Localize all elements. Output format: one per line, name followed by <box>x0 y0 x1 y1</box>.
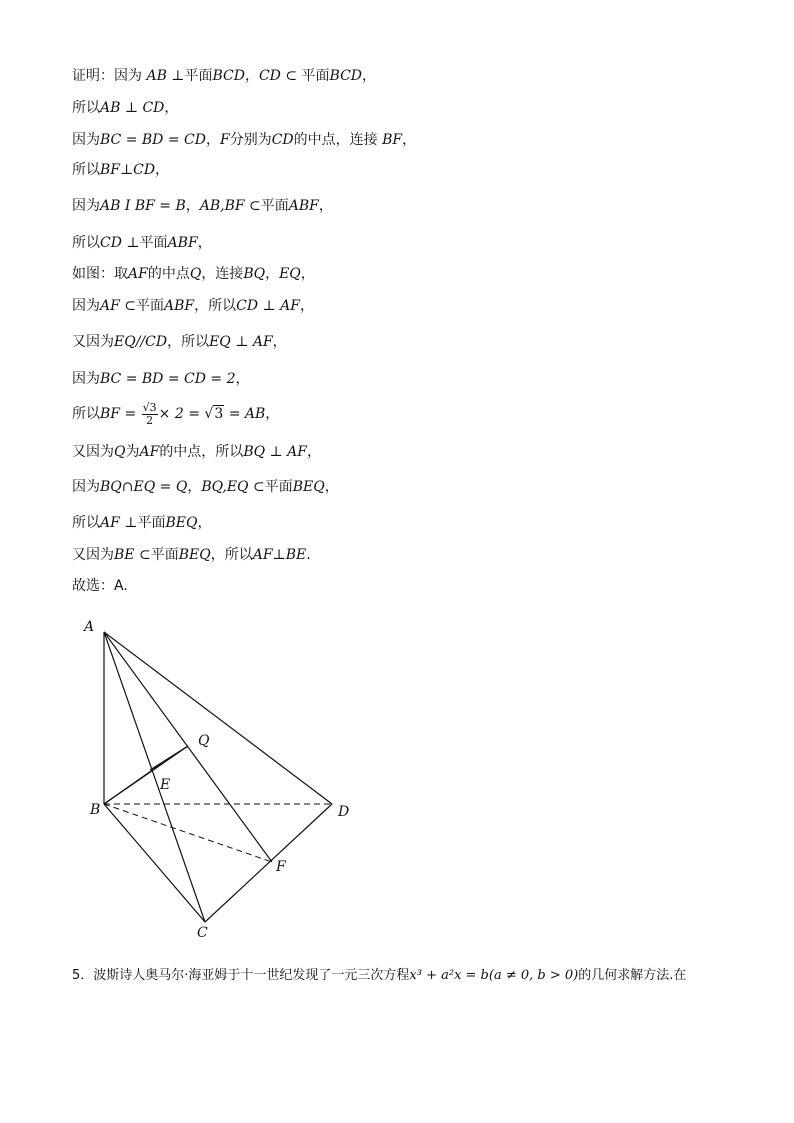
math: AB ⊥ <box>146 68 185 84</box>
text: ， <box>324 479 339 495</box>
text: ， <box>205 132 220 148</box>
edge-CD <box>205 804 332 922</box>
math: BQ ⊥ AF <box>243 444 307 460</box>
radicand: 3 <box>214 406 224 422</box>
text: 所以 <box>72 515 100 531</box>
text: 所以 <box>72 100 100 116</box>
text: ， <box>318 198 333 214</box>
math: BQ,EQ ⊂ <box>201 479 265 495</box>
math: BF <box>382 132 403 148</box>
text: ， <box>197 515 212 531</box>
text: 分别为 <box>229 132 272 148</box>
text: 平面 <box>297 68 330 84</box>
segment-EQ <box>150 746 188 770</box>
text: ， <box>306 444 321 460</box>
math: AF ⊂ <box>100 298 137 314</box>
label-E: E <box>160 777 171 793</box>
text: ， <box>265 266 280 282</box>
text: 如图：取 <box>72 266 128 282</box>
text: 所以 <box>72 162 100 178</box>
math: BQ <box>243 266 266 282</box>
text: 平面 <box>139 235 168 251</box>
text: 因为 <box>72 479 100 495</box>
math: BCD <box>329 68 363 84</box>
text: 平面 <box>136 298 165 314</box>
text: 证明：因为 <box>72 68 147 84</box>
math: BEQ <box>178 547 211 563</box>
math: EQ//CD <box>114 334 168 350</box>
text: ， <box>265 406 280 422</box>
text: ， <box>155 162 170 178</box>
math: BEQ <box>292 479 325 495</box>
text: 平面 <box>184 68 213 84</box>
math: BEQ <box>165 515 198 531</box>
label-C: C <box>197 925 208 941</box>
text: 又因为 <box>72 547 114 563</box>
text: ，连接 <box>201 266 244 282</box>
text: 为 <box>125 444 140 460</box>
math: AF⊥BE <box>252 547 307 563</box>
text: ，所以 <box>167 334 210 350</box>
math: EQ ⊥ AF <box>209 334 273 350</box>
question-text: 5．波斯诗人奥马尔·海亚姆于十一世纪发现了一元三次方程 <box>72 968 410 983</box>
edge-AD <box>104 632 332 804</box>
text: 所以 <box>72 235 100 251</box>
label-D: D <box>338 804 350 820</box>
math: × 2 = <box>158 406 200 422</box>
text: 平面 <box>264 479 293 495</box>
text: ，所以 <box>210 547 253 563</box>
label-B: B <box>90 802 101 818</box>
text: 平面 <box>137 515 166 531</box>
segment-BE <box>104 764 161 804</box>
answer-text: 故选：A. <box>72 578 128 594</box>
label-A: A <box>84 619 95 635</box>
math: ABF <box>164 298 195 314</box>
math: CD ⊥ AF <box>236 298 300 314</box>
math: AB I BF = B <box>100 198 186 214</box>
equation: x³ + a²x = b(a ≠ 0, b > 0) <box>409 968 579 983</box>
text: 所以 <box>72 406 100 422</box>
text: 因为 <box>72 132 100 148</box>
text: ， <box>187 479 202 495</box>
text: 的中点，所以 <box>159 444 244 460</box>
text: 因为 <box>72 298 100 314</box>
math: BCD <box>212 68 245 84</box>
math: AB,BF ⊂ <box>199 198 261 214</box>
math: = AB <box>228 406 266 422</box>
text: ， <box>272 334 287 350</box>
math: AB ⊥ CD <box>100 100 165 116</box>
text: ，所以 <box>194 298 237 314</box>
math: BC = BD = CD <box>100 132 206 148</box>
math: CD ⊂ <box>258 68 298 84</box>
text: ， <box>164 100 179 116</box>
math: EQ <box>279 266 301 282</box>
math: BC = BD = CD = 2 <box>100 371 236 387</box>
question-5 <box>72 966 686 986</box>
text: ， <box>197 235 212 251</box>
edge-AC <box>104 632 205 922</box>
math: AF ⊥ <box>100 515 138 531</box>
math: BF = <box>100 406 137 422</box>
text: ， <box>185 198 200 214</box>
text: 的中点 <box>147 266 190 282</box>
edge-AF <box>104 632 272 862</box>
math: BQ∩EQ = Q <box>100 479 188 495</box>
math: ABF <box>288 198 319 214</box>
math: AF <box>139 444 160 460</box>
text: 因为 <box>72 371 100 387</box>
text: 因为 <box>72 198 100 214</box>
text: 平面 <box>150 547 179 563</box>
math: AF <box>128 266 148 282</box>
label-F: F <box>276 859 286 875</box>
text: ， <box>244 68 259 84</box>
math: Q <box>189 266 202 282</box>
text: ， <box>299 298 314 314</box>
text: ， <box>300 266 315 282</box>
math: CD ⊥ <box>100 235 140 251</box>
math: CD <box>271 132 294 148</box>
math: BF⊥CD <box>100 162 156 178</box>
fraction-denominator: 2 <box>146 413 154 427</box>
math: ABF <box>167 235 198 251</box>
question-text: 的几何求解方法.在 <box>578 968 687 983</box>
fraction-numerator: √3 <box>142 400 157 414</box>
math: BE ⊂ <box>114 547 151 563</box>
text: 平面 <box>260 198 289 214</box>
text: ， <box>362 68 377 84</box>
square-root: √3 <box>204 406 224 422</box>
text: 又因为 <box>72 444 114 460</box>
label-Q: Q <box>198 733 210 749</box>
text: 的中点，连接 <box>293 132 383 148</box>
text: 又因为 <box>72 334 114 350</box>
text: ， <box>235 371 250 387</box>
text: . <box>306 547 311 563</box>
math: Q <box>114 444 126 460</box>
text: ， <box>402 132 417 148</box>
math: F <box>219 132 230 148</box>
